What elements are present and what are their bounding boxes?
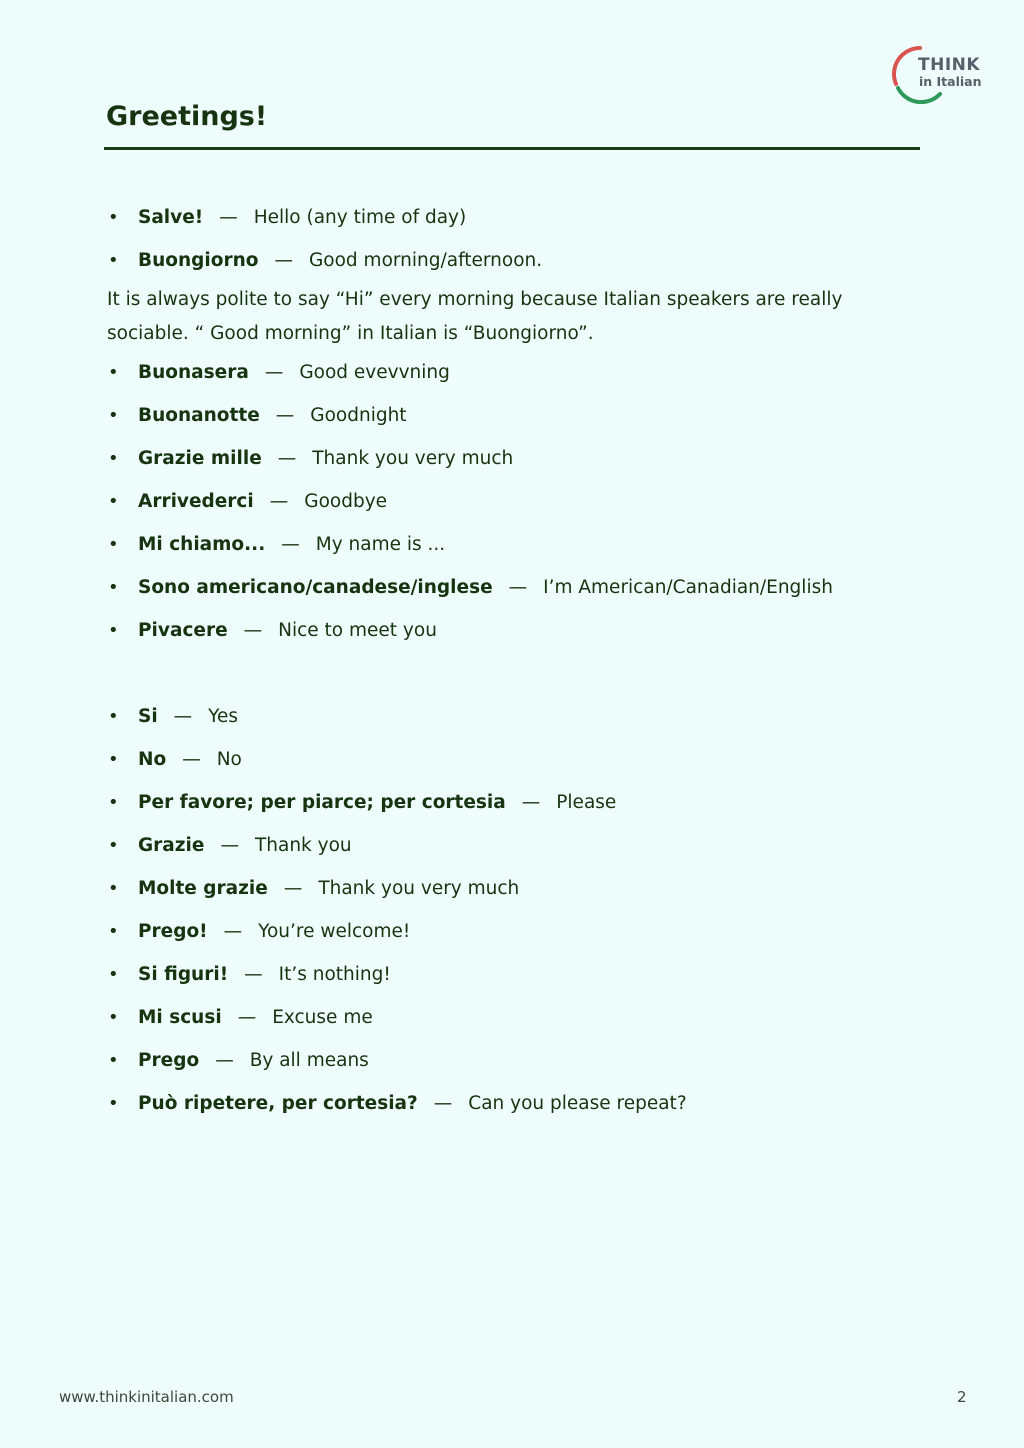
dash: —	[275, 405, 295, 426]
title-divider	[104, 147, 920, 150]
bullet: •	[108, 921, 119, 942]
bullet: •	[108, 448, 119, 469]
italian-term: Può ripetere, per cortesia?	[138, 1093, 418, 1114]
dash: —	[220, 835, 239, 856]
italian-term: Prego!	[138, 921, 208, 942]
italian-term: Molte grazie	[138, 878, 268, 899]
bullet: •	[108, 491, 119, 512]
dash: —	[269, 491, 289, 512]
bullet: •	[108, 577, 119, 598]
dash: —	[182, 749, 201, 770]
italian-term: No	[138, 749, 167, 770]
italian-term: Mi scusi	[138, 1007, 222, 1028]
english-meaning: Please	[556, 792, 617, 813]
dash: —	[281, 534, 300, 555]
english-meaning: Good morning/afternoon.	[308, 250, 543, 271]
dash: —	[173, 706, 193, 727]
english-meaning: Hello (any time of day)	[253, 207, 467, 228]
english-meaning: By all means	[249, 1050, 369, 1071]
english-meaning: Thank you	[254, 835, 352, 856]
italian-term: Sono americano/canadese/inglese	[138, 577, 493, 598]
dash: —	[277, 448, 297, 469]
page-title: Greetings!	[106, 101, 268, 132]
dash: —	[243, 620, 263, 641]
footer-website-url[interactable]: www.thinkinitalian.com	[59, 1388, 234, 1406]
bullet: •	[108, 964, 119, 985]
dash: —	[237, 1007, 257, 1028]
english-meaning: Goodnight	[310, 405, 407, 426]
italian-term: Si figuri!	[138, 964, 229, 985]
bullet: •	[108, 1007, 119, 1028]
dash: —	[508, 577, 528, 598]
think-in-italian-logo	[890, 44, 986, 104]
english-meaning: I’m American/Canadian/English	[543, 577, 833, 598]
italian-term: Buonanotte	[138, 405, 260, 426]
dash: —	[283, 878, 303, 899]
dash: —	[521, 792, 541, 813]
dash: —	[244, 964, 263, 985]
bullet: •	[108, 835, 119, 856]
italian-term: Grazie	[138, 835, 205, 856]
dash: —	[274, 250, 293, 271]
dash: —	[215, 1050, 234, 1071]
bullet: •	[108, 878, 119, 899]
english-meaning: Good evevvning	[299, 362, 450, 383]
dash: —	[223, 921, 243, 942]
italian-term: Buongiorno	[138, 250, 259, 271]
english-meaning: Thank you very much	[318, 878, 520, 899]
english-meaning: You’re welcome!	[258, 921, 411, 942]
logo-word: THINK	[918, 55, 981, 75]
italian-term: Per favore; per piarce; per cortesia	[138, 792, 506, 813]
bullet: •	[108, 250, 119, 271]
bullet: •	[108, 362, 119, 383]
logo-subtitle: in Italian	[919, 74, 982, 89]
italian-term: Pivacere	[138, 620, 228, 641]
english-meaning: Excuse me	[272, 1007, 373, 1028]
english-meaning: No	[216, 749, 242, 770]
english-meaning: Yes	[208, 706, 239, 727]
bullet: •	[108, 620, 119, 641]
italian-term: Grazie mille	[138, 448, 262, 469]
english-meaning: Goodbye	[304, 491, 388, 512]
english-meaning: Thank you very much	[312, 448, 514, 469]
page-number: 2	[957, 1388, 967, 1406]
bullet: •	[108, 749, 119, 770]
dash: —	[264, 362, 284, 383]
bullet: •	[108, 1093, 119, 1114]
bullet: •	[108, 706, 119, 727]
italian-term: Prego	[138, 1050, 200, 1071]
english-meaning: Can you please repeat?	[468, 1093, 687, 1114]
english-meaning: My name is ...	[315, 534, 446, 555]
bullet: •	[108, 534, 119, 555]
dash: —	[433, 1093, 453, 1114]
bullet: •	[108, 1050, 119, 1071]
english-meaning: It’s nothing!	[278, 964, 391, 985]
bullet: •	[108, 792, 119, 813]
italian-term: Mi chiamo...	[138, 534, 266, 555]
explanation-paragraph: It is always polite to say “Hi” every morning because Italian speakers are really sociable. “ Good morning” in Italian is “Buongiorno”.	[107, 289, 843, 344]
italian-term: Si	[138, 706, 158, 727]
italian-term: Arrivederci	[138, 491, 254, 512]
dash: —	[219, 207, 238, 228]
bullet: •	[108, 207, 119, 228]
italian-term: Buonasera	[138, 362, 249, 383]
bullet: •	[108, 405, 119, 426]
italian-term: Salve!	[138, 207, 204, 228]
english-meaning: Nice to meet you	[278, 620, 437, 641]
